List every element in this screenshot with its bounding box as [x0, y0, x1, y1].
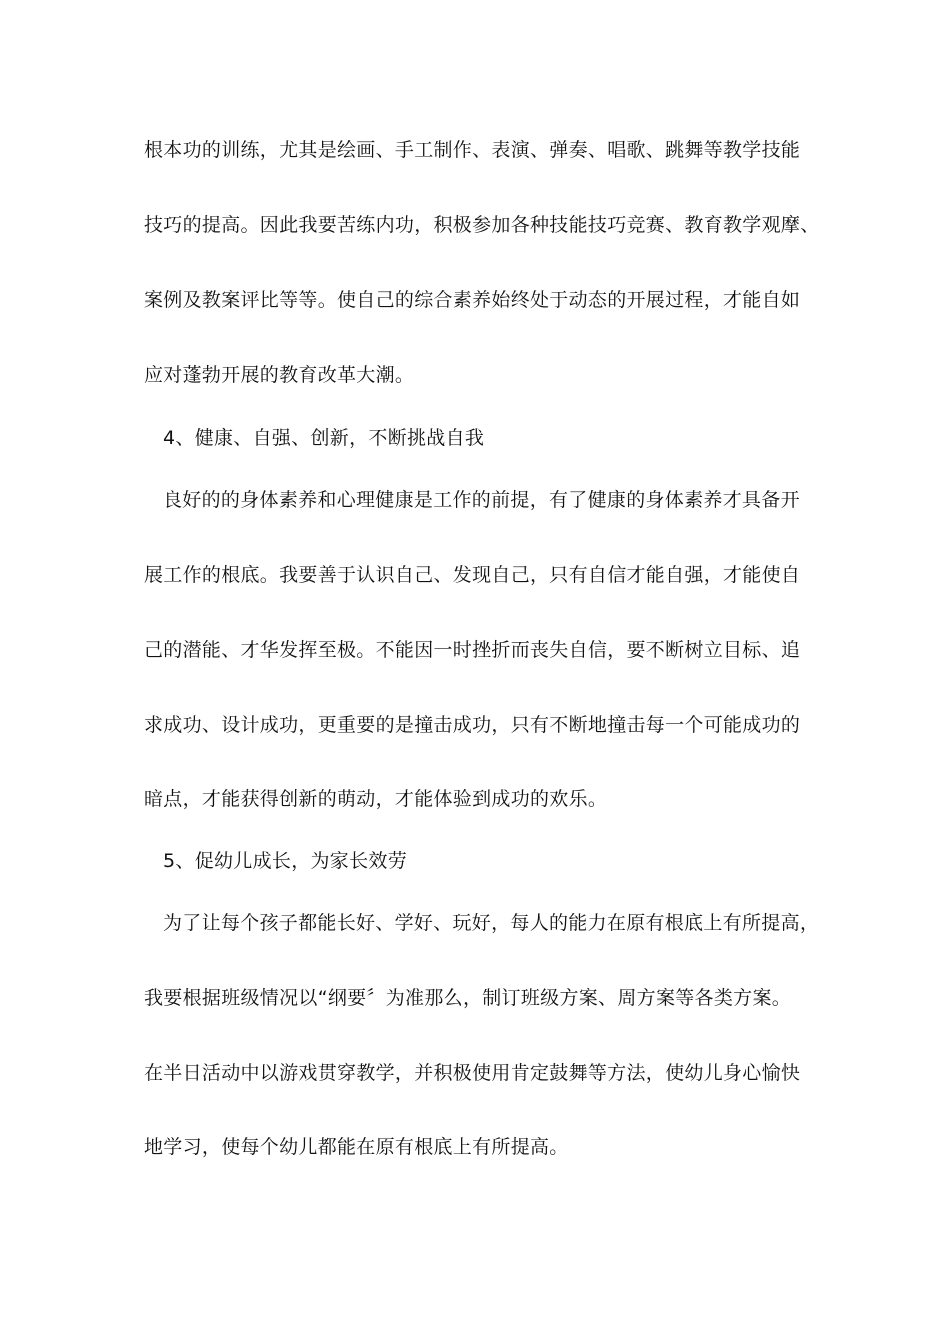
paragraph-line: 我要根据班级情况以“纲要〞为准那么，制订班级方案、周方案等各类方案。: [144, 987, 792, 1009]
paragraph-line: 展工作的根底。我要善于认识自己、发现自己，只有自信才能自强，才能使自: [144, 564, 801, 586]
paragraph-line: 己的潜能、才华发挥至极。不能因一时挫折而丧失自信，要不断树立目标、追: [144, 639, 801, 661]
section-heading-5: 5、促幼儿成长，为家长效劳: [163, 850, 407, 872]
paragraph-line: 技巧的提高。因此我要苦练内功，积极参加各种技能技巧竞赛、教育教学观摩、: [144, 214, 820, 236]
paragraph-line: 根本功的训练，尤其是绘画、手工制作、表演、弹奏、唱歌、跳舞等教学技能: [144, 139, 801, 161]
paragraph-line: 暗点，才能获得创新的萌动，才能体验到成功的欢乐。: [144, 788, 608, 810]
section-heading-4: 4、健康、自强、创新，不断挑战自我: [163, 427, 485, 449]
paragraph-line: 求成功、设计成功，更重要的是撞击成功，只有不断地撞击每一个可能成功的: [144, 714, 801, 736]
paragraph-line: 应对蓬勃开展的教育改革大潮。: [144, 364, 415, 386]
paragraph-line: 良好的的身体素养和心理健康是工作的前提，有了健康的身体素养才具备开: [163, 489, 800, 511]
paragraph-line: 为了让每个孩子都能长好、学好、玩好，每人的能力在原有根底上有所提高，: [163, 912, 820, 934]
paragraph-line: 案例及教案评比等等。使自己的综合素养始终处于动态的开展过程，才能自如: [144, 289, 801, 311]
paragraph-line: 地学习，使每个幼儿都能在原有根底上有所提高。: [144, 1136, 569, 1158]
paragraph-line: 在半日活动中以游戏贯穿教学，并积极使用肯定鼓舞等方法，使幼儿身心愉快: [144, 1062, 801, 1084]
